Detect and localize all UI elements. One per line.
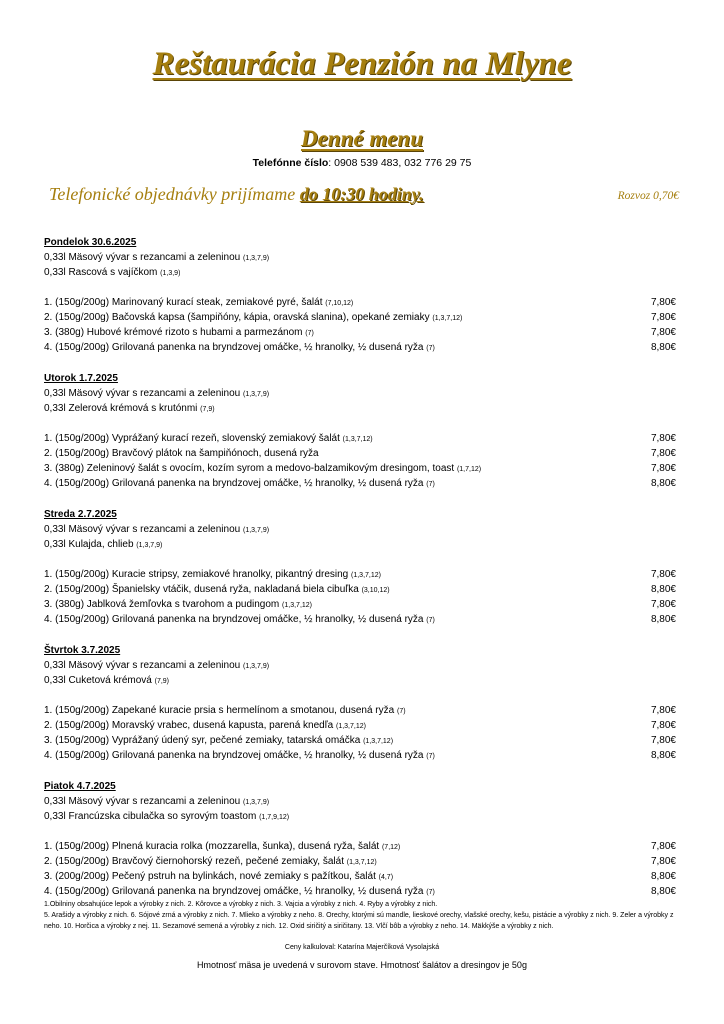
meal-name: 3. (200g/200g) Pečený pstruh na bylinkách, nové zemiaky s pažítkou, šalát bbox=[44, 871, 379, 882]
allergen-codes: (1,3,7,12) bbox=[282, 602, 313, 609]
meal-name: 3. (150g/200g) Vyprážaný údený syr, pečené zemiaky, tatarská omáčka bbox=[44, 735, 364, 746]
meal-item bbox=[44, 703, 676, 718]
spacer bbox=[44, 280, 676, 295]
price-calculator-note: Ceny kalkuloval: Katarína Majerčíková Vysolajská bbox=[284, 944, 440, 951]
spacer bbox=[44, 824, 676, 839]
meal-item bbox=[44, 869, 676, 884]
soup-name: 0,33l Mäsový vývar s rezancami a zeleninou bbox=[44, 524, 243, 535]
allergen-codes: (1,3,7,9) bbox=[242, 391, 270, 398]
allergen-codes: (7,9) bbox=[154, 678, 170, 685]
order-deadline: do 10:30 hodiny. bbox=[299, 184, 424, 204]
allergen-codes: (1,3,7,9) bbox=[242, 799, 270, 806]
meal-price: 7,80€ bbox=[650, 448, 676, 459]
allergen-line: 1.Obilniny obsahujúce lepok a výrobky z nich. 2. Kôrovce a výrobky z nich. 3. Vajcia a výrobky z nich. 4. Ryby a výrobky z nich. bbox=[44, 901, 438, 908]
meal-name: 1. (150g/200g) Marinovaný kurací steak, zemiakové pyré, šalát bbox=[44, 297, 326, 308]
allergen-codes: (4,7) bbox=[378, 874, 394, 881]
soup-item bbox=[44, 673, 676, 688]
allergen-codes: (1,3,7,12) bbox=[335, 723, 366, 730]
allergen-codes: (1,3,7,9) bbox=[242, 527, 270, 534]
day-title: Streda 2.7.2025 bbox=[44, 509, 117, 520]
day-title: Utorok 1.7.2025 bbox=[44, 373, 118, 384]
day-section bbox=[44, 235, 676, 371]
allergen-codes: (1,3,7,12) bbox=[342, 436, 373, 443]
allergen-codes: (1,3,7,12) bbox=[363, 738, 394, 745]
allergen-codes: (7) bbox=[426, 889, 435, 896]
meal-price: 7,80€ bbox=[650, 856, 676, 867]
meal-item bbox=[44, 748, 676, 763]
spacer bbox=[44, 416, 676, 431]
meal-price: 8,80€ bbox=[650, 750, 676, 761]
soup-name: 0,33l Francúzska cibulačka so syrovým toastom bbox=[44, 811, 260, 822]
meal-name: 1. (150g/200g) Plnená kuracia rolka (mozzarella, šunka), dusená ryža, šalát bbox=[44, 841, 382, 852]
allergen-codes: (7) bbox=[305, 330, 314, 337]
meal-item bbox=[44, 310, 676, 325]
meal-item bbox=[44, 476, 676, 491]
soup-name: 0,33l Cuketová krémová bbox=[44, 675, 155, 686]
meal-price: 8,80€ bbox=[650, 614, 676, 625]
allergen-codes: (1,3,9) bbox=[160, 270, 181, 277]
allergen-codes: (1,3,7,9) bbox=[136, 542, 163, 549]
allergen-codes: (1,7,12) bbox=[456, 466, 482, 473]
allergen-codes: (7,10,12) bbox=[325, 300, 354, 307]
weight-note: Hmotnosť mäsa je uvedená v surovom stave. Hmotnosť šalátov a dresingov je 50g bbox=[197, 960, 527, 970]
allergen-codes: (7) bbox=[396, 708, 406, 715]
allergen-codes: (7) bbox=[426, 753, 435, 760]
allergen-codes: (1,3,7,12) bbox=[346, 859, 377, 866]
soup-item bbox=[44, 809, 676, 824]
menu-subtitle: Denné menu bbox=[300, 126, 424, 151]
soup-item bbox=[44, 794, 676, 809]
meal-price: 7,80€ bbox=[650, 735, 676, 746]
soup-name: 0,33l Mäsový vývar s rezancami a zeleninou bbox=[44, 660, 243, 671]
daily-menu-list bbox=[44, 235, 676, 915]
meal-price: 8,80€ bbox=[650, 871, 676, 882]
meal-price: 8,80€ bbox=[650, 886, 676, 897]
meal-item bbox=[44, 839, 676, 854]
day-section bbox=[44, 507, 676, 643]
meal-price: 8,80€ bbox=[650, 342, 676, 353]
soup-name: 0,33l Mäsový vývar s rezancami a zeleninou bbox=[44, 388, 243, 399]
soup-name: 0,33l Zelerová krémová s krutónmi bbox=[44, 403, 201, 414]
soup-item bbox=[44, 386, 676, 401]
allergen-codes: (1,3,7,9) bbox=[242, 663, 270, 670]
soup-name: 0,33l Mäsový vývar s rezancami a zeleninou bbox=[44, 252, 243, 263]
meal-name: 3. (380g) Hubové krémové rizoto s hubami a parmezánom bbox=[44, 327, 306, 338]
meal-name: 2. (150g/200g) Moravský vrabec, dusená kapusta, parená knedľa bbox=[44, 720, 336, 731]
restaurant-title: Reštaurácia Penzión na Mlyne bbox=[152, 46, 572, 82]
meal-item bbox=[44, 446, 676, 461]
meal-name: 4. (150g/200g) Grilovaná panenka na bryndzovej omáčke, ½ hranolky, ½ dusená ryža bbox=[44, 478, 427, 489]
meal-item bbox=[44, 567, 676, 582]
soup-name: 0,33l Kulajda, chlieb bbox=[44, 539, 137, 550]
meal-price: 7,80€ bbox=[650, 297, 676, 308]
allergen-codes: (7) bbox=[426, 345, 435, 352]
meal-name: 1. (150g/200g) Vyprážaný kurací rezeň, slovenský zemiakový šalát bbox=[44, 433, 343, 444]
meal-item bbox=[44, 340, 676, 355]
day-title: Piatok 4.7.2025 bbox=[44, 781, 116, 792]
meal-name: 4. (150g/200g) Grilovaná panenka na bryndzovej omáčke, ½ hranolky, ½ dusená ryža bbox=[44, 886, 427, 897]
order-info bbox=[49, 184, 424, 205]
day-title: Štvrtok 3.7.2025 bbox=[44, 645, 121, 656]
allergen-codes: (1,3,7,9) bbox=[242, 255, 270, 262]
meal-name: 2. (150g/200g) Bravčový plátok na šampiňónoch, dusená ryža bbox=[44, 448, 319, 459]
meal-name: 1. (150g/200g) Kuracie stripsy, zemiakové hranolky, pikantný dresing bbox=[44, 569, 352, 580]
allergen-legend bbox=[44, 899, 680, 932]
allergen-codes: (1,7,9,12) bbox=[259, 814, 290, 821]
meal-item bbox=[44, 612, 676, 627]
day-section bbox=[44, 371, 676, 507]
meal-name: 1. (150g/200g) Zapekané kuracie prsia s hermelínom a smotanou, dusená ryža bbox=[44, 705, 397, 716]
day-title: Pondelok 30.6.2025 bbox=[44, 237, 137, 248]
soup-item bbox=[44, 537, 676, 552]
meal-item bbox=[44, 884, 676, 899]
phone-label: Telefónne číslo bbox=[252, 157, 329, 169]
meal-item bbox=[44, 461, 676, 476]
meal-name: 4. (150g/200g) Grilovaná panenka na bryndzovej omáčke, ½ hranolky, ½ dusená ryža bbox=[44, 750, 427, 761]
allergen-codes: (1,3,7,12) bbox=[432, 315, 463, 322]
soup-item bbox=[44, 401, 676, 416]
meal-price: 7,80€ bbox=[650, 463, 676, 474]
spacer bbox=[44, 552, 676, 567]
soup-name: 0,33l Rascová s vajíčkom bbox=[44, 267, 161, 278]
allergen-codes: (7,9) bbox=[200, 406, 215, 413]
phone-numbers: : 0908 539 483, 032 776 29 75 bbox=[328, 157, 472, 169]
meal-price: 7,80€ bbox=[650, 599, 676, 610]
meal-name: 2. (150g/200g) Španielsky vtáčik, dusená ryža, nakladaná biela cibuľka bbox=[44, 584, 362, 595]
allergen-codes: (7) bbox=[426, 617, 435, 624]
meal-price: 7,80€ bbox=[650, 327, 676, 338]
meal-name: 3. (380g) Zeleninový šalát s ovocím, kozím syrom a medovo-balzamikovým dresingom, toast bbox=[44, 463, 457, 474]
meal-name: 2. (150g/200g) Bravčový čiernohorský rezeň, pečené zemiaky, šalát bbox=[44, 856, 347, 867]
meal-price: 7,80€ bbox=[650, 841, 676, 852]
meal-price: 7,80€ bbox=[650, 569, 676, 580]
soup-item bbox=[44, 250, 676, 265]
meal-item bbox=[44, 718, 676, 733]
meal-item bbox=[44, 854, 676, 869]
meal-name: 4. (150g/200g) Grilovaná panenka na bryndzovej omáčke, ½ hranolky, ½ dusená ryža bbox=[44, 342, 427, 353]
allergen-line: 5. Arašidy a výrobky z nich. 6. Sójové zrná a výrobky z nich. 7. Mlieko a výrobky z neho. 8. Orechy, ktorými sú mandle, lieskové orechy, vlašské orechy, kešu, pistácie a výrobky z nich. 9. Zeler a výrobky z neho. 10. Horčica a výrobky z nej. 11. Sezamové semená a výrobky z nich. 12. Oxid siričitý a siričitany. 13. Vlčí bôb a výrobky z neho. 14. Mäkkýše a výrobky z nich. bbox=[44, 912, 674, 930]
soup-item bbox=[44, 658, 676, 673]
spacer bbox=[44, 688, 676, 703]
meal-item bbox=[44, 295, 676, 310]
delivery-price: Rozvoz 0,70€ bbox=[617, 190, 679, 202]
meal-name: 3. (380g) Jablková žemľovka s tvarohom a pudingom bbox=[44, 599, 283, 610]
meal-item bbox=[44, 431, 676, 446]
day-section bbox=[44, 779, 676, 915]
meal-item bbox=[44, 582, 676, 597]
allergen-codes: (1,3,7,12) bbox=[351, 572, 381, 579]
phone-line bbox=[0, 157, 724, 169]
allergen-codes: (7) bbox=[426, 481, 435, 488]
meal-name: 4. (150g/200g) Grilovaná panenka na bryndzovej omáčke, ½ hranolky, ½ dusená ryža bbox=[44, 614, 427, 625]
meal-price: 7,80€ bbox=[650, 312, 676, 323]
meal-item bbox=[44, 325, 676, 340]
soup-item bbox=[44, 265, 676, 280]
allergen-codes: (3,10,12) bbox=[361, 587, 390, 594]
order-text: Telefonické objednávky prijímame bbox=[49, 184, 300, 204]
meal-price: 7,80€ bbox=[650, 433, 676, 444]
meal-name: 2. (150g/200g) Bačovská kapsa (šampiňóny, kápia, oravská slanina), opekané zemiaky bbox=[44, 312, 433, 323]
meal-item bbox=[44, 597, 676, 612]
day-section bbox=[44, 643, 676, 779]
soup-item bbox=[44, 522, 676, 537]
meal-price: 7,80€ bbox=[650, 705, 676, 716]
meal-price: 8,80€ bbox=[650, 478, 676, 489]
meal-price: 8,80€ bbox=[650, 584, 676, 595]
meal-price: 7,80€ bbox=[650, 720, 676, 731]
allergen-codes: (7,12) bbox=[381, 844, 401, 851]
soup-name: 0,33l Mäsový vývar s rezancami a zeleninou bbox=[44, 796, 243, 807]
meal-item bbox=[44, 733, 676, 748]
